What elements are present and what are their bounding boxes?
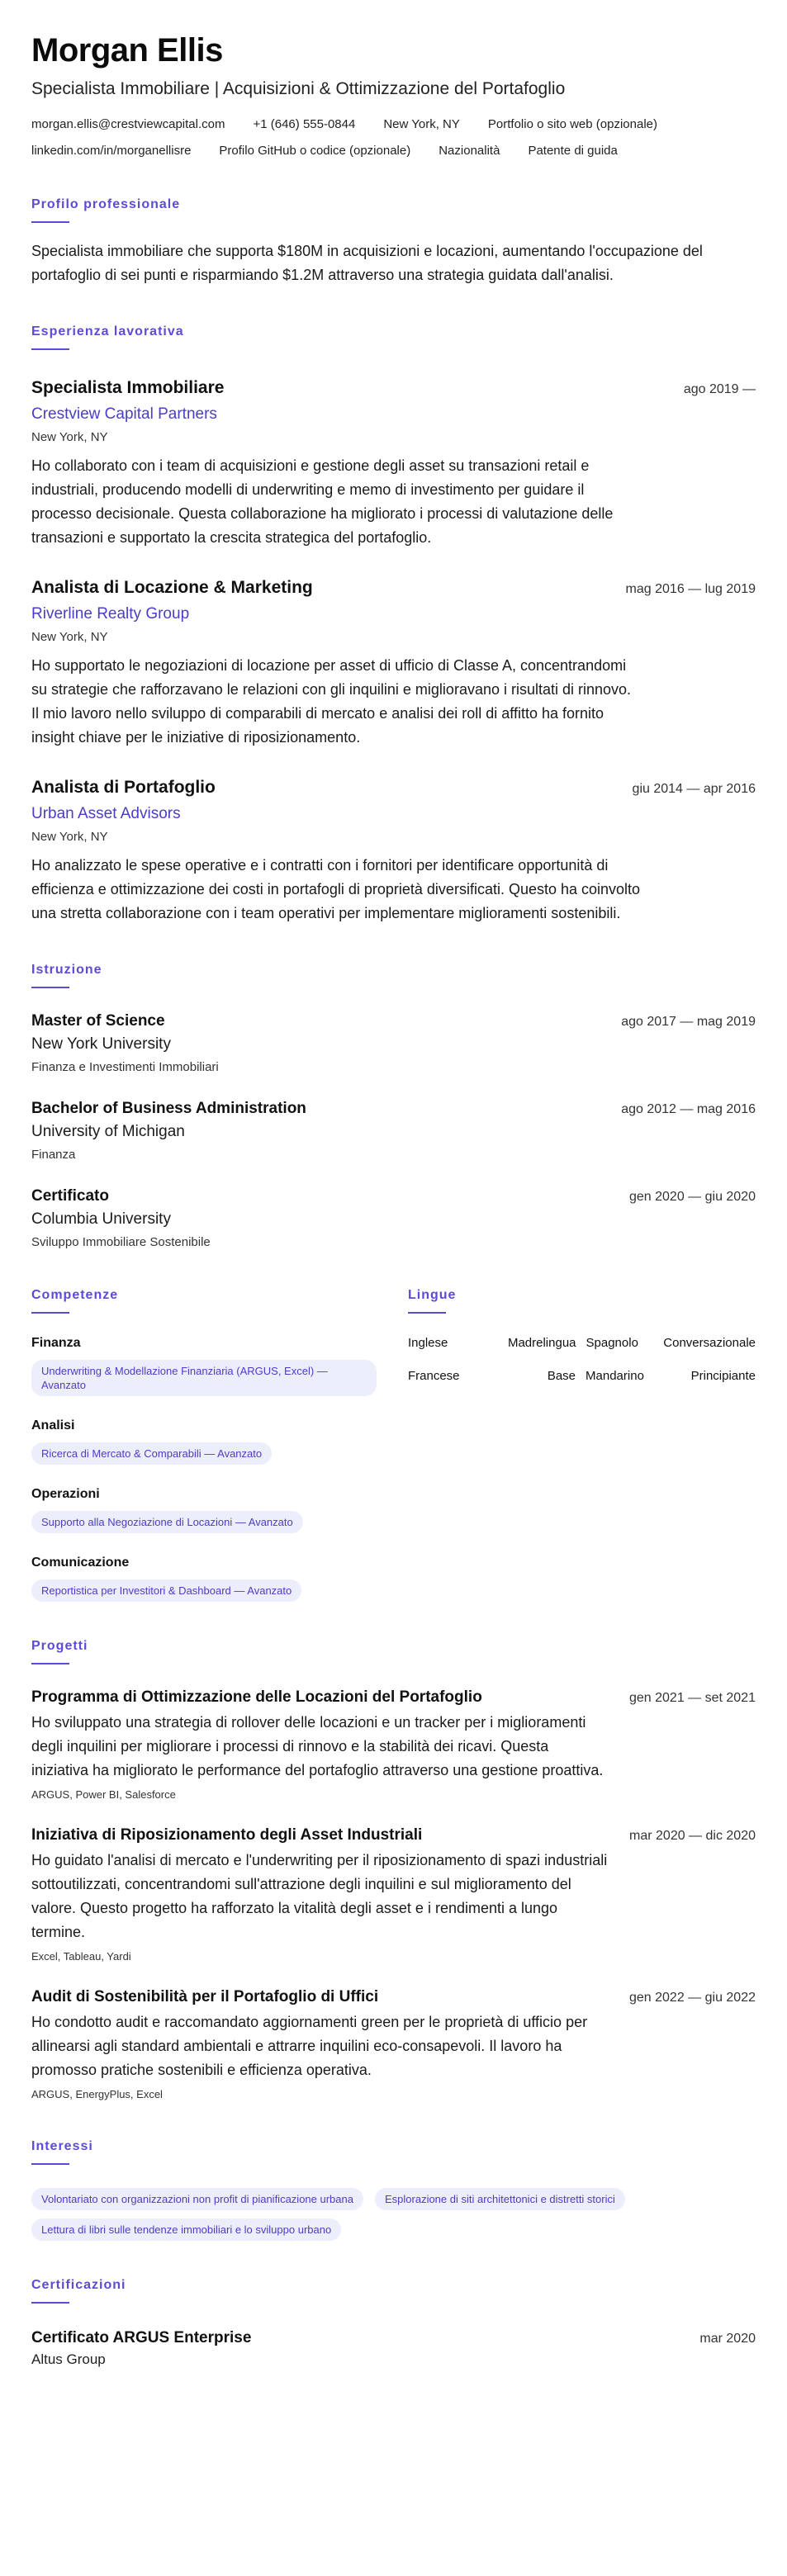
project-entry: [31, 1987, 756, 2102]
contact-github[interactable]: Profilo GitHub o codice (opzionale): [219, 144, 411, 158]
language-level: Conversazionale: [663, 1336, 756, 1350]
skills-section: [31, 1287, 408, 1602]
project-dates: gen 2021 — set 2021: [628, 1691, 756, 1705]
section-title: Lingue: [408, 1288, 457, 1302]
project-title: Programma di Ottimizzazione delle Locazioni del Portafoglio: [31, 1688, 482, 1706]
contact-location: New York, NY: [383, 117, 460, 131]
project-description: Ho guidato l'analisi di mercato e l'underwriting per il riposizionamento di spazi industriali sottoutilizzati, concentrandomi sull'attrazione degli inquilini e sul miglioramento del valore. Questo progetto ha rafforzato la vitalità degli asset e i rendimenti a lungo termine.: [31, 1852, 608, 1940]
skill-chip: Underwriting & Modellazione Finanziaria (ARGUS, Excel) — Avanzato: [31, 1360, 377, 1396]
languages-table: [408, 1335, 756, 1385]
candidate-headline: Specialista Immobiliare | Acquisizioni & Ottimizzazione del Portafoglio: [31, 79, 566, 98]
contact-nationality: Nazionalità: [439, 144, 500, 158]
job-description: Ho collaborato con i team di acquisizioni e gestione degli asset su transazioni retail e industriali, producendo modelli di underwriting e memo di investimento per guidare il processo decisionale. Questa collaborazione ha migliorato i processi di valutazione delle transazioni e supportato la crescita strategica del portafoglio.: [31, 457, 614, 546]
section-divider: [408, 1312, 446, 1314]
section-title: Interessi: [31, 2139, 93, 2153]
section-title: Progetti: [31, 1639, 88, 1653]
project-description: Ho condotto audit e raccomandato aggiornamenti green per le proprietà di ufficio per allinearsi agli standard ambientali e attrarre inquilini eco-consapevoli. Il lavoro ha promosso pratiche sostenibili e efficienza operativa.: [31, 2014, 588, 2078]
project-entry: [31, 1825, 756, 1964]
resume-header: [31, 31, 756, 160]
languages-section: [408, 1287, 756, 1602]
job-dates: giu 2014 — apr 2016: [632, 782, 756, 796]
summary-section: [31, 197, 756, 287]
section-divider: [31, 348, 69, 350]
job-title: Analista di Portafoglio: [31, 778, 216, 797]
project-dates: gen 2022 — giu 2022: [628, 1991, 756, 2005]
language-row: [408, 1335, 756, 1352]
education-field: Finanza: [31, 1148, 76, 1162]
project-tools: Excel, Tableau, Yardi: [31, 1950, 131, 1963]
section-title: Certificazioni: [31, 2278, 126, 2292]
job-location: New York, NY: [31, 830, 108, 844]
job-entry: [31, 776, 756, 926]
education-degree: Certificato: [31, 1187, 109, 1205]
project-description: Ho sviluppato una strategia di rollover delle locazioni e un tracker per i miglioramenti degli inquilini per migliorare i processi di rinnovo e la stabilità dei ricavi. Questa iniziativa ha migliorato le performance del portafoglio attraverso una gestione proattiva.: [31, 1714, 604, 1778]
job-company: Riverline Realty Group: [31, 605, 190, 623]
language-level: Madrelingua: [507, 1336, 576, 1350]
project-tools: ARGUS, Power BI, Salesforce: [31, 1788, 176, 1801]
section-divider: [31, 987, 69, 988]
skills-languages-row: [31, 1287, 756, 1602]
skill-group: [31, 1418, 408, 1465]
project-entry: [31, 1688, 756, 1802]
interest-chip: Volontariato con organizzazioni non profit di pianificazione urbana: [31, 2188, 363, 2210]
education-field: Sviluppo Immobiliare Sostenibile: [31, 1235, 211, 1249]
education-dates: ago 2012 — mag 2016: [621, 1102, 756, 1116]
skill-category: Comunicazione: [31, 1556, 130, 1570]
section-title: Istruzione: [31, 963, 102, 977]
language-name: Inglese: [408, 1336, 448, 1350]
education-field: Finanza e Investimenti Immobiliari: [31, 1060, 219, 1074]
job-entry: [31, 376, 756, 550]
education-entry: [31, 1011, 756, 1076]
section-title: Profilo professionale: [31, 197, 181, 211]
interests-section: [31, 2138, 756, 2241]
education-dates: gen 2020 — giu 2020: [628, 1190, 756, 1204]
section-divider: [31, 221, 69, 223]
job-location: New York, NY: [31, 630, 108, 644]
job-title: Specialista Immobiliare: [31, 378, 225, 397]
certification-name: Certificato ARGUS Enterprise: [31, 2329, 252, 2346]
certification-entry: [31, 2328, 756, 2368]
language-name: Francese: [408, 1369, 460, 1383]
interests-list: [31, 2180, 756, 2241]
job-dates: ago 2019 —: [683, 382, 756, 396]
experience-section: [31, 324, 756, 926]
contact-portfolio[interactable]: Portfolio o sito web (opzionale): [487, 117, 657, 131]
job-description: Ho supportato le negoziazioni di locazione per asset di ufficio di Classe A, concentrandomi su strategie che rafforzavano le relazioni con gli inquilini e miglioravano i risultati di rinnovo. Il mio lavoro nello sviluppo di comparabili di mercato e analisi dei roll di affitto ha fornito insight chiave per le iniziative di riposizionamento.: [31, 657, 632, 746]
education-school: University of Michigan: [31, 1123, 185, 1140]
projects-section: [31, 1638, 756, 2102]
section-divider: [31, 2163, 69, 2165]
certification-date: mar 2020: [699, 2332, 756, 2346]
education-section: [31, 962, 756, 1251]
section-title: Esperienza lavorativa: [31, 324, 184, 339]
project-title: Iniziativa di Riposizionamento degli Asset Industriali: [31, 1826, 423, 1844]
skill-category: Operazioni: [31, 1487, 100, 1501]
education-entry: [31, 1099, 756, 1163]
language-row: [408, 1368, 756, 1385]
contact-license: Patente di guida: [528, 144, 618, 158]
skill-chip: Supporto alla Negoziazione di Locazioni — Avanzato: [31, 1511, 303, 1533]
language-name: Spagnolo: [586, 1336, 638, 1350]
job-company: Urban Asset Advisors: [31, 805, 181, 822]
skill-group: [31, 1555, 408, 1602]
interest-chip: Lettura di libri sulle tendenze immobiliari e lo sviluppo urbano: [31, 2218, 341, 2241]
education-degree: Bachelor of Business Administration: [31, 1100, 306, 1117]
contact-phone[interactable]: +1 (646) 555-0844: [253, 117, 356, 131]
education-entry: [31, 1186, 756, 1251]
certification-issuer: Altus Group: [31, 2351, 106, 2367]
project-tools: ARGUS, EnergyPlus, Excel: [31, 2088, 163, 2100]
interest-chip: Esplorazione di siti architettonici e distretti storici: [375, 2188, 625, 2210]
skill-chip: Ricerca di Mercato & Comparabili — Avanzato: [31, 1442, 272, 1465]
job-location: New York, NY: [31, 430, 108, 444]
skill-category: Finanza: [31, 1336, 81, 1350]
education-school: New York University: [31, 1035, 171, 1053]
job-company: Crestview Capital Partners: [31, 405, 217, 423]
language-level: Principiante: [690, 1369, 756, 1383]
candidate-name: Morgan Ellis: [31, 32, 223, 69]
language-level: Base: [547, 1369, 576, 1383]
section-divider: [31, 2302, 69, 2304]
skill-group: [31, 1335, 408, 1396]
certifications-section: [31, 2277, 756, 2368]
project-dates: mar 2020 — dic 2020: [629, 1829, 756, 1843]
contact-list: [31, 116, 756, 160]
skill-group: [31, 1486, 408, 1533]
job-description: Ho analizzato le spese operative e i contratti con i fornitori per identificare opportunità di efficienza e ottimizzazione dei costi in portafogli di proprietà diversificati. Questo ha coinvolto una stretta collaborazione con i team operativi per implementare miglioramenti sostenibili.: [31, 857, 641, 921]
job-title: Analista di Locazione & Marketing: [31, 578, 313, 597]
job-dates: mag 2016 — lug 2019: [625, 582, 756, 596]
section-divider: [31, 1312, 69, 1314]
job-entry: [31, 576, 756, 750]
education-dates: ago 2017 — mag 2019: [621, 1015, 756, 1029]
education-degree: Master of Science: [31, 1012, 165, 1030]
language-name: Mandarino: [586, 1369, 644, 1383]
skill-category: Analisi: [31, 1418, 75, 1432]
education-school: Columbia University: [31, 1210, 171, 1228]
skill-chip: Reportistica per Investitori & Dashboard — Avanzato: [31, 1579, 301, 1602]
contact-linkedin[interactable]: linkedin.com/in/morganellisre: [31, 144, 192, 158]
section-divider: [31, 1663, 69, 1664]
summary-text: Specialista immobiliare che supporta $180M in acquisizioni e locazioni, aumentando l'occupazione del portafoglio di sei punti e risparmiando $1.2M attraverso una strategia guidata dall'analisi.: [31, 243, 703, 283]
contact-email[interactable]: morgan.ellis@crestviewcapital.com: [31, 117, 225, 131]
section-title: Competenze: [31, 1288, 119, 1302]
project-title: Audit di Sostenibilità per il Portafoglio di Uffici: [31, 1988, 379, 2005]
